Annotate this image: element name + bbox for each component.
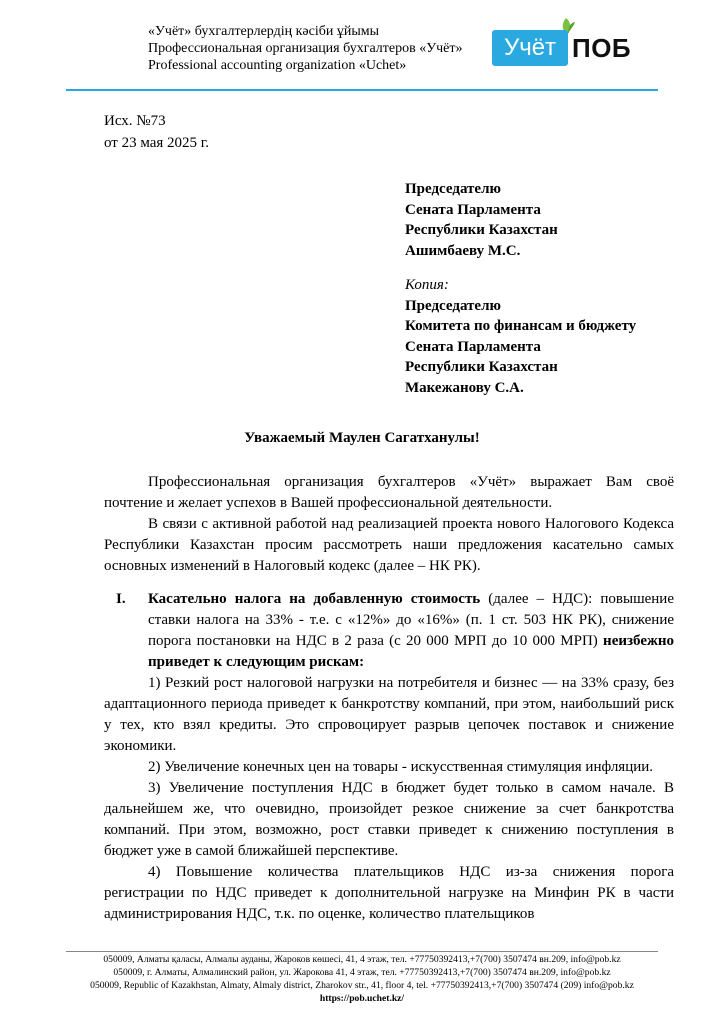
paragraph: В связи с активной работой над реализацией проекта нового Налогового Кодекса Республики Казахстан просим рассмотреть наши предложения касательно самых основных изменений в Налоговый кодекс (далее – НК РК).: [104, 516, 674, 574]
outgoing-reference: [104, 110, 209, 154]
footer-divider: [66, 951, 658, 952]
copy-line: Председателю: [405, 297, 501, 314]
risk-item: 2) Увеличение конечных цен на товары - искусственная стимуляция инфляции.: [148, 759, 654, 775]
footer-website[interactable]: https://pob.uchet.kz/: [319, 993, 405, 1004]
org-name-ru: Профессиональная организация бухгалтеров «Учёт»: [148, 41, 463, 56]
copy-line: Комитета по финансам и бюджету: [405, 318, 637, 334]
footer: [0, 953, 724, 1005]
ref-number: Исх. №73: [104, 113, 166, 129]
addressee-block: [405, 179, 636, 398]
addressee-line: Сената Парламента: [405, 201, 541, 218]
footer-address-kz: 050009, Алматы қаласы, Алмалы ауданы, Жароков көшесі, 41, 4 этаж, тел. +77750392413,+7(700) 3507474 вн.209, info@pob.kz: [103, 954, 621, 965]
header-divider: [66, 89, 658, 91]
org-name-en: Professional accounting organization «Uchet»: [148, 58, 407, 73]
paragraph: Профессиональная организация бухгалтеров «Учёт» выражает Вам своё почтение и желает успехов в Вашей профессиональной деятельности.: [104, 474, 674, 511]
copy-line: Сената Парламента: [405, 338, 541, 355]
greeting: Уважаемый Маулен Сагатханулы!: [244, 430, 480, 446]
section-title: Касательно налога на добавленную стоимость: [148, 591, 481, 607]
ref-date: от 23 мая 2025 г.: [104, 135, 210, 151]
copy-label: Копия:: [405, 277, 449, 293]
copy-line: Республики Казахстан: [405, 359, 558, 375]
addressee-line: Ашимбаеву М.С.: [405, 242, 521, 259]
logo-uchet-label: Учёт: [492, 30, 568, 66]
addressee-line: Республики Казахстан: [405, 222, 558, 238]
section-text: (далее – НДС): повышение ставки налога на 33% - т.е. с «12%» до «16%» (п. 1 ст. 503 НК РК), снижение порога постановки на НДС в 2 раза (с 20 000 МРП до 10 000 МРП): [148, 591, 674, 649]
logo-pob-label: ПОБ: [572, 33, 632, 63]
section-risks-lead: неизбежно приведет к следующим рискам:: [148, 633, 674, 670]
footer-address-en: 050009, Republic of Kazakhstan, Almaty, Almaly district, Zharokov str., 41, floor 4, tel. +77750392413,+7(700) 3507474 (209) info@pob.kz: [90, 980, 634, 991]
footer-address-ru: 050009, г. Алматы, Алмалинский район, ул. Жарокова 41, 4 этаж, тел. +77750392413,+7(700) 3507474 вн.209, info@pob.kz: [113, 967, 611, 978]
addressee-line: Председателю: [405, 181, 501, 197]
risk-item: 4) Повышение количества плательщиков НДС из-за снижения порога регистрации по НДС приведет к дополнительной нагрузке на Минфин РК в части администрирования НДС, т.к. по оценке, количество плательщиков: [104, 864, 674, 922]
organization-header: [148, 23, 463, 74]
letter-body: [104, 472, 674, 925]
section-vat: [104, 589, 674, 673]
uchet-pob-logo: [492, 16, 632, 72]
risk-item: 3) Увеличение поступления НДС в бюджет будет только в самом начале. В дальнейшем же, что очевидно, произойдет резкое снижение за счет банкротства компаний. При этом, возможно, рост ставки приведет к снижению поступления в бюджет уже в самой ближайшей перспективе.: [104, 780, 674, 859]
copy-line: Макежанову С.А.: [405, 379, 524, 396]
org-name-kz: «Учёт» бухгалтерлердің кәсіби ұйымы: [148, 24, 380, 39]
section-number: I.: [116, 591, 126, 607]
risk-item: 1) Резкий рост налоговой нагрузки на потребителя и бизнес — на 33% сразу, без адаптационного периода приведет к банкротству компаний, при этом, наибольший риск у тех, кто взял кредиты. Это спровоцирует разрыв цепочек поставок и снижение экономики.: [104, 675, 674, 754]
